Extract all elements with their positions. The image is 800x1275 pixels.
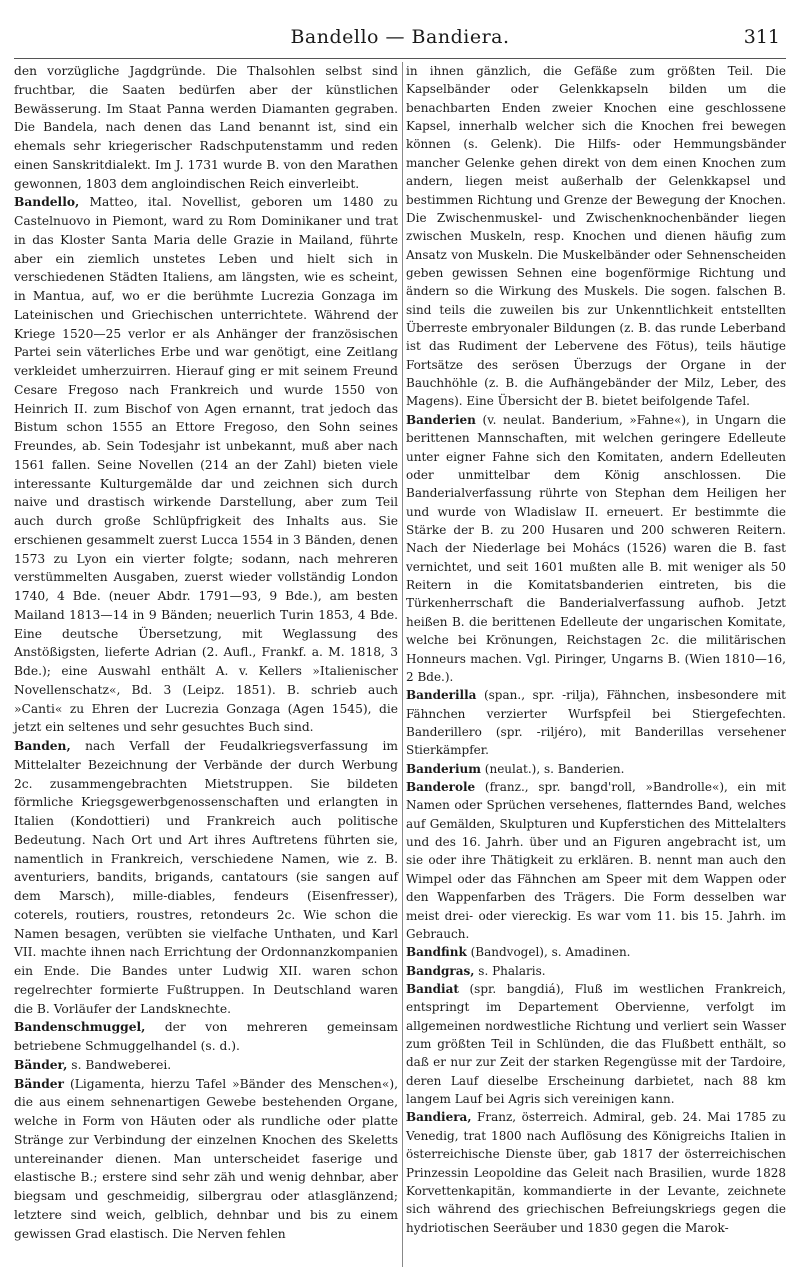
entry-text: nach Verfall der Feudalkriegsverfassung im Mittelalter Bezeichnung der Verbände der durch Werbung 2c. zusammengebrachten Mietstruppen. Sie bildeten förmliche Kriegsgewerbgenossenschaften und erlangten in Italien (Kondottieri) und Frankreich auch politische Bedeutung. Nach Ort und Art ihres Auftretens führten sie, namentlich in Frankreich, verschiedene Namen, wie z. B. aventuriers, bandits, brigands, cantatours (sie sangen auf dem Marsch), mille-diables, fendeurs (Eisenfresser), coterels, routiers, roustres, retondeurs 2c. Wie schon die Namen besagen, verübten sie vielfache Unthaten, und Karl VII. machte ihnen nach Errichtung der Ordonnanzkompanien ein Ende. Die Bandes unter Ludwig XII. waren schon regelrechter formierte Fußtruppen. In Deutschland waren die B. Vorläufer der Landsknechte. xyxy=(14,739,398,1016)
entry-headword: Bandiat xyxy=(406,981,459,996)
left-column xyxy=(14,62,398,1243)
entry-text: (Ligamenta, hierzu Tafel »Bänder des Menschen«), die aus einem sehnenartigen Gewebe bestehenden Organe, welche in Form von Häuten oder als rundliche oder platte Stränge zur Verbindung der einzelnen Knochen des Skeletts untereinander dienen. Man unterscheidet faserige und elastische B.; erstere sind sehr zäh und wenig dehnbar, aber biegsam und geschmeidig, silbergrau oder atlasglänzend; letztere sind weich, gelblich, dehnbar und bis zu einem gewissen Grad elastisch. Die Nerven fehlen xyxy=(14,1076,398,1241)
entry-headword: Bandello, xyxy=(14,194,80,210)
entry-text: s. Bandweberei. xyxy=(67,1057,172,1072)
entry-headword: Bänder, xyxy=(14,1056,68,1072)
right-column xyxy=(406,62,786,1237)
dictionary-entry xyxy=(14,193,398,737)
header-rule xyxy=(14,58,786,59)
dictionary-entry xyxy=(14,1018,398,1056)
entry-text: in ihnen gänzlich, die Gefäße zum größten Teil. Die Kapselbänder oder Gelenkkapseln bilden um die benachbarten Enden zweier Knochen eine geschlossene Kapsel, innerhalb welcher sich die Knochen frei bewegen können (s. Gelenk). Die Hilfs- oder Hemmungsbänder mancher Gelenke gehen direkt von dem einen Knochen zum andern, liegen meist außerhalb der Gelenkkapsel und bestimmen Richtung und Grenze der Bewegung der Knochen. Die Zwischenmuskel- und Zwischenknochenbänder liegen zwischen Muskeln, resp. Knochen und dienen häufig zum Ansatz von Muskeln. Die Muskelbänder oder Sehnenscheiden geben gewissen Sehnen eine bogenförmige Richtung und ändern so die Wirkung des Muskels. Die sogen. falschen B. sind teils die zuweilen bis zur Unkenntlichkeit entstellten Überreste embryonaler Bildungen (z. B. das runde Leberband ist das Rudiment der Lebervene des Fötus), teils häutige Fortsätze des serösen Überzugs der Organe in der Bauchhöhle (z. B. die Aufhängebänder der Milz, Leber, des Magens). Eine Übersicht der B. bietet beifolgende Tafel. xyxy=(406,64,786,409)
entry-text: (Bandvogel), s. Amadinen. xyxy=(466,945,631,960)
entry-text: der von mehreren gemeinsam betriebene Schmuggelhandel (s. d.). xyxy=(14,1020,398,1053)
dictionary-entry xyxy=(14,1075,398,1244)
entry-headword: Banderien xyxy=(406,412,476,427)
dictionary-entry xyxy=(406,62,786,411)
dictionary-entry xyxy=(406,760,786,778)
dictionary-entry xyxy=(406,1108,786,1237)
dictionary-entry xyxy=(14,1056,398,1075)
entry-text: (neulat.), s. Banderien. xyxy=(480,761,625,776)
running-title: Bandello — Bandiera. xyxy=(290,26,510,48)
entry-headword: Bandgras, xyxy=(406,963,475,978)
column-divider xyxy=(402,62,403,1267)
entry-headword: Banderilla xyxy=(406,688,477,703)
page-number: 311 xyxy=(743,26,780,48)
page-header xyxy=(14,26,786,52)
entry-text: (franz., spr. bangd'roll, »Bandrolle«), ein mit Namen oder Sprüchen versehenes, flatterndes Band, welches auf Gemälden, Skulpturen und Kupferstichen des Mittelalters und des 16. Jahrh. über und an Figuren angebracht ist, um sie oder ihre Thätigkeit zu erklären. B. nennt man auch den Wimpel oder das Fähnchen am Speer mit dem Wappen oder den Wappenfarben des Trägers. Die Form desselben war meist drei- oder viereckig. Es war vom 11. bis 15. Jahrh. im Gebrauch. xyxy=(406,780,786,941)
dictionary-entry xyxy=(14,737,398,1018)
dictionary-entry xyxy=(406,411,786,686)
entry-headword: Banden, xyxy=(14,738,71,753)
entry-text: (v. neulat. Banderium, »Fahne«), in Ungarn die berittenen Mannschaften, mit welchen geringere Edelleute unter eigner Fahne sich den Komitaten, andern Edelleuten oder unmittelbar dem König anschlossen. Die Banderialverfassung rührte von Stephan dem Heiligen her und wurde von Wladislaw II. erneuert. Er bestimmte die Stärke der B. zu 200 Husaren und 200 schweren Reitern. Nach der Niederlage bei Mohács (1526) waren die B. fast vernichtet, und seit 1601 mußten alle B. mit weniger als 50 Reitern in die Komitatsbanderien eintreten, bis die Türkenherrschaft die Banderialverfassung aufhob. Jetzt heißen B. die berittenen Edelleute der ungarischen Komitate, welche bei Krönungen, Reichstagen 2c. die militärischen Honneurs machen. Vgl. Piringer, Ungarns B. (Wien 1810—16, 2 Bde.). xyxy=(406,412,786,684)
entry-text: Matteo, ital. Novellist, geboren um 1480 zu Castelnuovo in Piemont, ward zu Rom Dominikaner und trat in das Kloster Santa Maria delle Grazie in Mailand, führte aber ein ziemlich unstetes Leben und hielt sich in verschiedenen Städten Italiens, am längsten, wie es scheint, in Mantua, auf, wo er die berühmte Lucrezia Gonzaga im Lateinischen und Griechischen unterrichtete. Während der Kriege 1520—25 verlor er als Anhänger der französischen Partei sein väterliches Erbe und war genötigt, eine Zeitlang verkleidet umherzuirren. Hierauf ging er mit seinem Freund Cesare Fregoso nach Frankreich und wurde 1550 von Heinrich II. zum Bischof von Agen ernannt, trat jedoch das Bistum schon 1555 an Ettore Fregoso, den Sohn seines Freundes, ab. Sein Todesjahr ist unbekannt, muß aber nach 1561 fallen. Seine Novellen (214 an der Zahl) bieten viele interessante Kulturgemälde dar und zeichnen sich durch naive und drastisch wirkende Darstellung, aber zum Teil auch durch große Schlüpfrigkeit des Inhalts aus. Sie erschienen gesammelt zuerst Lucca 1554 in 3 Bänden, denen 1573 zu Lyon ein vierter folgte; sodann, nach mehreren verstümmelten Ausgaben, zuerst wieder vollständig London 1740, 4 Bde. (neuer Abdr. 1791—93, 9 Bde.), am besten Mailand 1813—14 in 9 Bänden; neuerlich Turin 1853, 4 Bde. Eine deutsche Übersetzung, mit Weglassung des Anstößigsten, lieferte Adrian (2. Aufl., Frankf. a. M. 1818, 3 Bde.); eine Auswahl enthält A. v. Kellers »Italienischer Novellenschatz«, Bd. 3 (Leipz. 1851). B. schrieb auch »Canti« zu Ehren der Lucrezia Gonzaga (Agen 1545), die jetzt ein seltenes und sehr gesuchtes Buch sind. xyxy=(14,195,398,735)
entry-headword: Banderium xyxy=(406,761,481,776)
entry-headword: Bandiera, xyxy=(406,1110,472,1125)
entry-text: (span., spr. -rilja), Fähnchen, insbesondere mit Fähnchen verzierter Wurfspfeil bei Stiergefechten. Banderillero (spr. -riljéro), mit Banderillas versehener Stierkämpfer. xyxy=(406,688,786,758)
dictionary-entry xyxy=(406,943,786,961)
entry-headword: Banderole xyxy=(406,780,476,795)
entry-text: Franz, österreich. Admiral, geb. 24. Mai 1785 zu Venedig, trat 1800 nach Auflösung des Königreichs Italien in österreichische Dienste über, gab 1817 der österreichischen Prinzessin Leopoldine das Geleit nach Brasilien, wurde 1828 Korvettenkapitän, kommandierte in der Levante, zeichnete sich während des griechischen Befreiungskriegs gegen die hydriotischen Seeräuber und 1830 gegen die Marok- xyxy=(406,1110,786,1235)
entry-headword: Bänder xyxy=(14,1075,65,1091)
entry-text: den vorzügliche Jagdgründe. Die Thalsohlen selbst sind fruchtbar, die Saaten bedürfen aber der künstlichen Bewässerung. Im Staat Panna werden Diamanten gegraben. Die Bandela, nach denen das Land benannt ist, sind ein ehemals sehr kriegerischer Radschputenstamm und reden einen Sanskritdialekt. Im J. 1731 wurde B. von den Marathen gewonnen, 1803 dem angloindischen Reich einverleibt. xyxy=(14,64,398,191)
entry-text: (spr. bangdiá), Fluß im westlichen Frankreich, entspringt im Departement Obervienne, verfolgt im allgemeinen nordwestliche Richtung und verliert sein Wasser zum größten Teil in Schlünden, die das Flußbett enthält, so daß er nur zur Zeit der starken Regengüsse mit der Tardoire, deren Lauf dieselbe Erscheinung darbietet, nach 88 km langem Lauf bei Agris sich vereinigen kann. xyxy=(406,981,786,1107)
dictionary-entry xyxy=(406,980,786,1109)
dictionary-entry xyxy=(406,686,786,759)
dictionary-page xyxy=(14,0,786,1275)
entry-headword: Bandenschmuggel, xyxy=(14,1019,146,1035)
entry-headword: Bandfink xyxy=(406,945,467,960)
dictionary-entry xyxy=(406,962,786,980)
dictionary-entry xyxy=(14,62,398,193)
dictionary-entry xyxy=(406,778,786,943)
entry-text: s. Phalaris. xyxy=(474,963,546,978)
